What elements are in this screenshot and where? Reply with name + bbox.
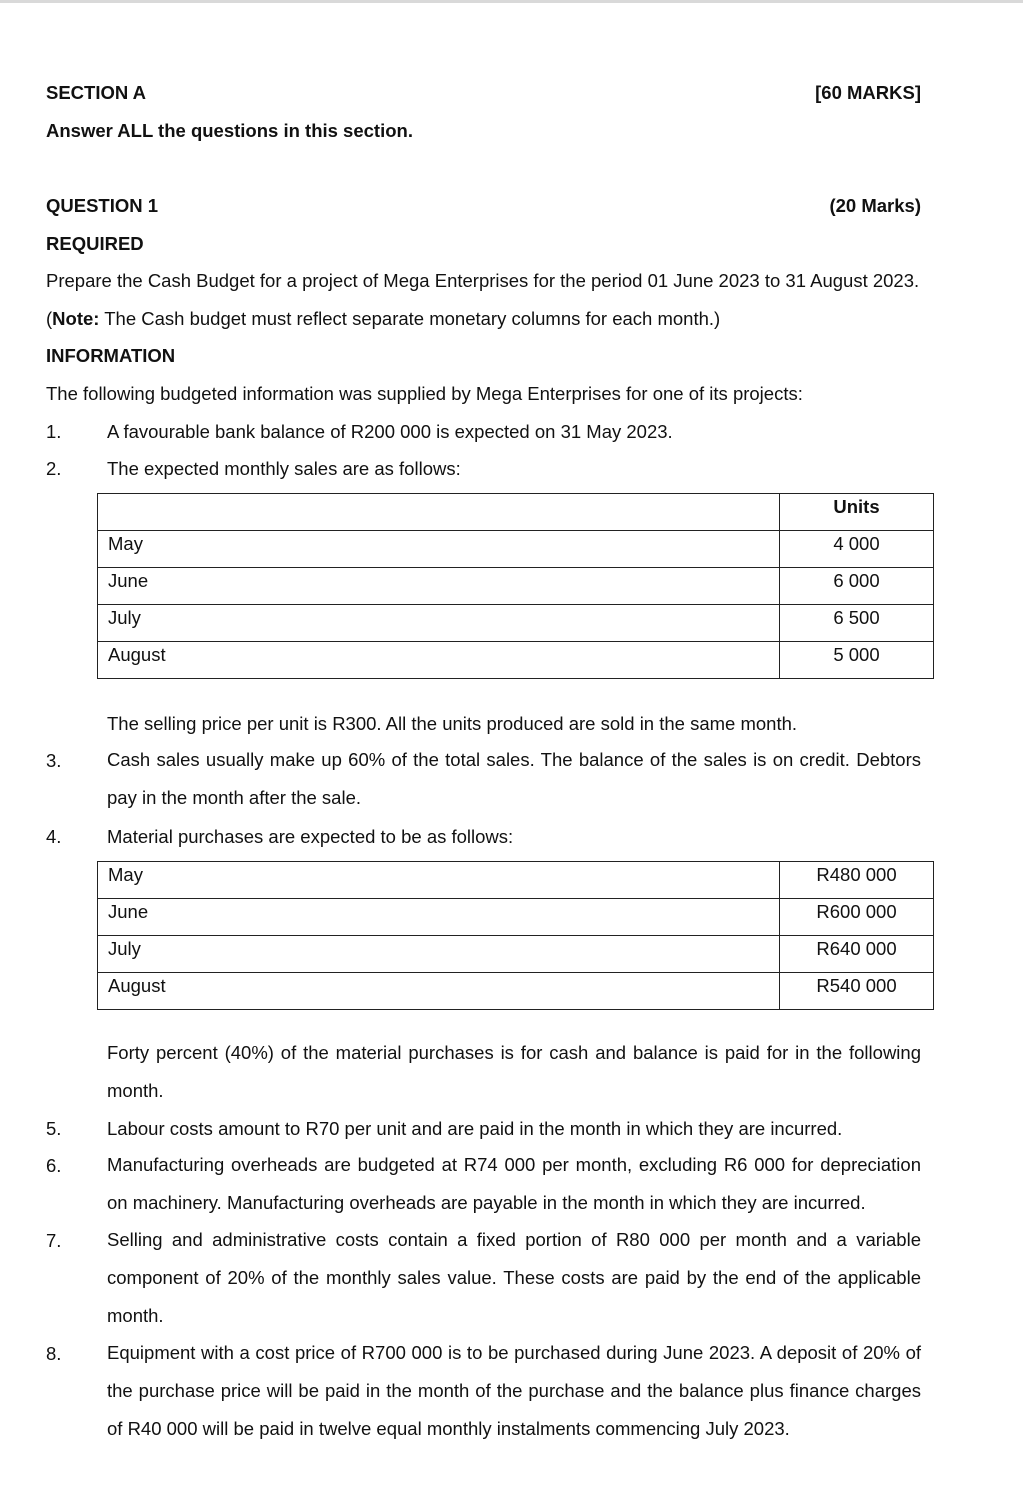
month-cell: June <box>98 899 780 936</box>
amount-cell: R540 000 <box>780 973 934 1010</box>
sales-table <box>97 493 934 679</box>
table-row <box>98 531 934 568</box>
table-row <box>98 605 934 642</box>
units-cell: 6 000 <box>780 568 934 605</box>
section-marks: [60 MARKS] <box>815 82 921 103</box>
question-title: QUESTION 1 <box>46 195 159 216</box>
note-text: The Cash budget must reflect separate monetary columns for each month.) <box>99 308 721 329</box>
units-header: Units <box>780 494 934 531</box>
table-row <box>98 862 934 899</box>
item-number: 3. <box>46 750 62 771</box>
item-text: Equipment with a cost price of R700 000 is to be purchased during June 2023. A deposit of 20% of the purchase price will be paid in the month of the purchase and the balance plus finance charges of R40 000 will be paid in twelve equal monthly instalments commencing July 2023. <box>107 1342 921 1439</box>
required-heading: REQUIRED <box>46 233 144 254</box>
required-text: Prepare the Cash Budget for a project of Mega Enterprises for the period 01 June 2023 to 31 August 2023. <box>46 270 920 291</box>
item-text: Manufacturing overheads are budgeted at R74 000 per month, excluding R6 000 for depreciation on machinery. Manufacturing overheads are payable in the month in which they are incurred. <box>107 1154 921 1213</box>
table-row <box>98 642 934 679</box>
purchases-table <box>97 861 934 1010</box>
question-header <box>46 195 921 217</box>
item-number: 1. <box>46 421 62 442</box>
top-border <box>0 0 1023 3</box>
table-row <box>98 899 934 936</box>
table-cell <box>98 494 780 531</box>
selling-price-text: The selling price per unit is R300. All the units produced are sold in the same month. <box>107 713 798 734</box>
item-text: Selling and administrative costs contain a fixed portion of R80 000 per month and a variable component of 20% of the monthly sales value. These costs are paid by the end of the applicable month. <box>107 1229 921 1326</box>
table-row <box>98 973 934 1010</box>
table-header-row <box>98 494 934 531</box>
month-cell: August <box>98 973 780 1010</box>
amount-cell: R600 000 <box>780 899 934 936</box>
information-intro: The following budgeted information was supplied by Mega Enterprises for one of its projects: <box>46 383 803 404</box>
month-cell: July <box>98 605 780 642</box>
table-row <box>98 568 934 605</box>
item-number: 5. <box>46 1118 62 1139</box>
month-cell: August <box>98 642 780 679</box>
information-heading: INFORMATION <box>46 345 176 366</box>
section-title: SECTION A <box>46 82 147 103</box>
purchases-note: Forty percent (40%) of the material purchases is for cash and balance is paid for in the following month. <box>107 1042 921 1101</box>
required-note: (Note: The Cash budget must reflect separate monetary columns for each month.) <box>46 308 721 329</box>
month-cell: June <box>98 568 780 605</box>
item-number: 7. <box>46 1230 62 1251</box>
table-row <box>98 936 934 973</box>
section-header <box>46 82 921 104</box>
month-cell: May <box>98 862 780 899</box>
item-number: 2. <box>46 458 62 479</box>
month-cell: May <box>98 531 780 568</box>
item-text: The expected monthly sales are as follows: <box>107 458 461 479</box>
item-number: 6. <box>46 1155 62 1176</box>
question-marks: (20 Marks) <box>829 195 921 216</box>
item-number: 8. <box>46 1343 62 1364</box>
amount-cell: R640 000 <box>780 936 934 973</box>
item-number: 4. <box>46 826 62 847</box>
item-text: A favourable bank balance of R200 000 is expected on 31 May 2023. <box>107 421 673 442</box>
units-cell: 6 500 <box>780 605 934 642</box>
amount-cell: R480 000 <box>780 862 934 899</box>
section-instruction: Answer ALL the questions in this section. <box>46 120 413 141</box>
item-text: Labour costs amount to R70 per unit and are paid in the month in which they are incurred. <box>107 1118 843 1139</box>
units-cell: 5 000 <box>780 642 934 679</box>
note-label: Note: <box>52 308 100 329</box>
item-text: Material purchases are expected to be as follows: <box>107 826 514 847</box>
month-cell: July <box>98 936 780 973</box>
item-text: Cash sales usually make up 60% of the total sales. The balance of the sales is on credit. Debtors pay in the month after the sale. <box>107 749 921 808</box>
units-cell: 4 000 <box>780 531 934 568</box>
